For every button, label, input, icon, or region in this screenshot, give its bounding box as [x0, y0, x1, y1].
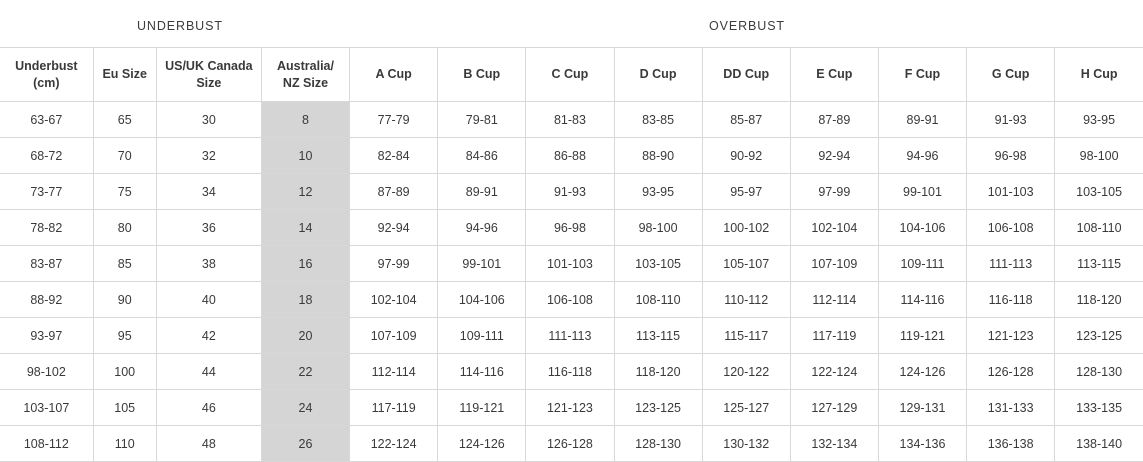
- table-cell: 24: [261, 390, 349, 426]
- column-header-d-cup: D Cup: [614, 48, 702, 102]
- column-header-australia-nz-size: [261, 48, 349, 102]
- table-cell: 136-138: [967, 426, 1055, 462]
- column-header-us-uk-canada-size: [156, 48, 261, 102]
- table-cell: 12: [261, 174, 349, 210]
- table-cell: 91-93: [526, 174, 614, 210]
- table-row: [0, 174, 1143, 210]
- table-cell: 108-112: [0, 426, 93, 462]
- table-cell: 127-129: [790, 390, 878, 426]
- column-header-au-line2: NZ Size: [282, 75, 329, 90]
- table-cell: 46: [156, 390, 261, 426]
- column-header-underbust-line1: Underbust: [15, 58, 78, 73]
- table-cell: 10: [261, 138, 349, 174]
- column-header-c-cup: C Cup: [526, 48, 614, 102]
- table-cell: 93-95: [614, 174, 702, 210]
- table-cell: 70: [93, 138, 156, 174]
- table-cell: 128-130: [1055, 354, 1143, 390]
- table-cell: 126-128: [967, 354, 1055, 390]
- table-row: [0, 390, 1143, 426]
- table-row: [0, 426, 1143, 462]
- column-header-b-cup: B Cup: [438, 48, 526, 102]
- table-cell: 99-101: [438, 246, 526, 282]
- table-cell: 111-113: [526, 318, 614, 354]
- table-cell: 114-116: [878, 282, 966, 318]
- table-cell: 110-112: [702, 282, 790, 318]
- table-cell: 113-115: [614, 318, 702, 354]
- table-cell: 134-136: [878, 426, 966, 462]
- table-cell: 111-113: [967, 246, 1055, 282]
- table-cell: 42: [156, 318, 261, 354]
- column-header-dd-cup: DD Cup: [702, 48, 790, 102]
- table-cell: 112-114: [350, 354, 438, 390]
- table-cell: 103-105: [614, 246, 702, 282]
- table-cell: 115-117: [702, 318, 790, 354]
- table-cell: 108-110: [1055, 210, 1143, 246]
- table-cell: 98-100: [1055, 138, 1143, 174]
- table-cell: 138-140: [1055, 426, 1143, 462]
- table-cell: 109-111: [438, 318, 526, 354]
- table-cell: 126-128: [526, 426, 614, 462]
- table-cell: 94-96: [878, 138, 966, 174]
- table-cell: 65: [93, 102, 156, 138]
- table-cell: 87-89: [790, 102, 878, 138]
- table-cell: 78-82: [0, 210, 93, 246]
- table-cell: 119-121: [438, 390, 526, 426]
- table-cell: 96-98: [526, 210, 614, 246]
- table-row: [0, 138, 1143, 174]
- column-header-h-cup: H Cup: [1055, 48, 1143, 102]
- table-cell: 117-119: [790, 318, 878, 354]
- table-cell: 122-124: [790, 354, 878, 390]
- table-cell: 83-85: [614, 102, 702, 138]
- table-cell: 87-89: [350, 174, 438, 210]
- table-cell: 109-111: [878, 246, 966, 282]
- table-cell: 22: [261, 354, 349, 390]
- table-cell: 80: [93, 210, 156, 246]
- table-cell: 73-77: [0, 174, 93, 210]
- column-header-au-line1: Australia/: [277, 58, 334, 73]
- table-cell: 120-122: [702, 354, 790, 390]
- table-cell: 93-97: [0, 318, 93, 354]
- table-cell: 95-97: [702, 174, 790, 210]
- table-row: [0, 246, 1143, 282]
- table-cell: 14: [261, 210, 349, 246]
- table-cell: 128-130: [614, 426, 702, 462]
- table-cell: 117-119: [350, 390, 438, 426]
- table-cell: 112-114: [790, 282, 878, 318]
- table-cell: 90: [93, 282, 156, 318]
- table-cell: 116-118: [967, 282, 1055, 318]
- table-cell: 104-106: [878, 210, 966, 246]
- table-cell: 132-134: [790, 426, 878, 462]
- table-cell: 85-87: [702, 102, 790, 138]
- table-cell: 85: [93, 246, 156, 282]
- table-cell: 101-103: [526, 246, 614, 282]
- table-cell: 122-124: [350, 426, 438, 462]
- table-cell: 102-104: [790, 210, 878, 246]
- table-cell: 129-131: [878, 390, 966, 426]
- table-cell: 98-102: [0, 354, 93, 390]
- table-cell: 121-123: [967, 318, 1055, 354]
- section-label-overbust: OVERBUST: [709, 19, 785, 33]
- table-cell: 133-135: [1055, 390, 1143, 426]
- table-cell: 83-87: [0, 246, 93, 282]
- table-cell: 48: [156, 426, 261, 462]
- bra-size-chart-table: [0, 47, 1143, 462]
- table-cell: 82-84: [350, 138, 438, 174]
- table-cell: 100-102: [702, 210, 790, 246]
- column-header-eu-size: Eu Size: [93, 48, 156, 102]
- table-cell: 38: [156, 246, 261, 282]
- table-cell: 103-107: [0, 390, 93, 426]
- table-cell: 26: [261, 426, 349, 462]
- table-cell: 84-86: [438, 138, 526, 174]
- table-cell: 105-107: [702, 246, 790, 282]
- table-cell: 8: [261, 102, 349, 138]
- column-header-f-cup: F Cup: [878, 48, 966, 102]
- table-cell: 100: [93, 354, 156, 390]
- table-cell: 30: [156, 102, 261, 138]
- table-cell: 97-99: [790, 174, 878, 210]
- table-cell: 95: [93, 318, 156, 354]
- column-header-g-cup: G Cup: [967, 48, 1055, 102]
- table-cell: 121-123: [526, 390, 614, 426]
- table-header: [0, 48, 1143, 102]
- table-cell: 123-125: [614, 390, 702, 426]
- table-cell: 104-106: [438, 282, 526, 318]
- table-cell: 103-105: [1055, 174, 1143, 210]
- table-cell: 89-91: [438, 174, 526, 210]
- table-cell: 36: [156, 210, 261, 246]
- table-cell: 92-94: [350, 210, 438, 246]
- column-header-e-cup: E Cup: [790, 48, 878, 102]
- table-cell: 68-72: [0, 138, 93, 174]
- column-header-a-cup: A Cup: [350, 48, 438, 102]
- table-cell: 20: [261, 318, 349, 354]
- table-cell: 34: [156, 174, 261, 210]
- table-cell: 16: [261, 246, 349, 282]
- table-cell: 89-91: [878, 102, 966, 138]
- table-row: [0, 318, 1143, 354]
- table-cell: 99-101: [878, 174, 966, 210]
- table-cell: 106-108: [967, 210, 1055, 246]
- table-cell: 88-90: [614, 138, 702, 174]
- table-cell: 131-133: [967, 390, 1055, 426]
- table-cell: 90-92: [702, 138, 790, 174]
- table-cell: 92-94: [790, 138, 878, 174]
- table-cell: 116-118: [526, 354, 614, 390]
- table-cell: 94-96: [438, 210, 526, 246]
- table-cell: 124-126: [438, 426, 526, 462]
- table-cell: 88-92: [0, 282, 93, 318]
- table-cell: 93-95: [1055, 102, 1143, 138]
- table-cell: 114-116: [438, 354, 526, 390]
- table-cell: 107-109: [790, 246, 878, 282]
- table-row: [0, 210, 1143, 246]
- section-label-underbust: UNDERBUST: [137, 19, 223, 33]
- table-cell: 125-127: [702, 390, 790, 426]
- table-cell: 98-100: [614, 210, 702, 246]
- table-cell: 44: [156, 354, 261, 390]
- table-cell: 118-120: [1055, 282, 1143, 318]
- table-row: [0, 354, 1143, 390]
- table-cell: 107-109: [350, 318, 438, 354]
- section-label-row: [0, 0, 1143, 47]
- table-cell: 63-67: [0, 102, 93, 138]
- table-cell: 97-99: [350, 246, 438, 282]
- table-cell: 119-121: [878, 318, 966, 354]
- table-cell: 106-108: [526, 282, 614, 318]
- table-cell: 32: [156, 138, 261, 174]
- table-cell: 81-83: [526, 102, 614, 138]
- table-cell: 77-79: [350, 102, 438, 138]
- header-row: [0, 48, 1143, 102]
- table-cell: 130-132: [702, 426, 790, 462]
- table-cell: 123-125: [1055, 318, 1143, 354]
- table-cell: 118-120: [614, 354, 702, 390]
- table-body: [0, 102, 1143, 462]
- table-cell: 105: [93, 390, 156, 426]
- table-cell: 91-93: [967, 102, 1055, 138]
- column-header-us-line1: US/UK Canada: [165, 58, 253, 73]
- table-cell: 18: [261, 282, 349, 318]
- table-cell: 96-98: [967, 138, 1055, 174]
- table-cell: 101-103: [967, 174, 1055, 210]
- table-cell: 113-115: [1055, 246, 1143, 282]
- table-cell: 79-81: [438, 102, 526, 138]
- table-cell: 75: [93, 174, 156, 210]
- table-cell: 108-110: [614, 282, 702, 318]
- table-row: [0, 102, 1143, 138]
- table-row: [0, 282, 1143, 318]
- table-cell: 86-88: [526, 138, 614, 174]
- table-cell: 102-104: [350, 282, 438, 318]
- table-cell: 110: [93, 426, 156, 462]
- column-header-underbust-line2: (cm): [33, 75, 60, 90]
- column-header-us-line2: Size: [196, 75, 222, 90]
- table-cell: 124-126: [878, 354, 966, 390]
- table-cell: 40: [156, 282, 261, 318]
- column-header-underbust: [0, 48, 93, 102]
